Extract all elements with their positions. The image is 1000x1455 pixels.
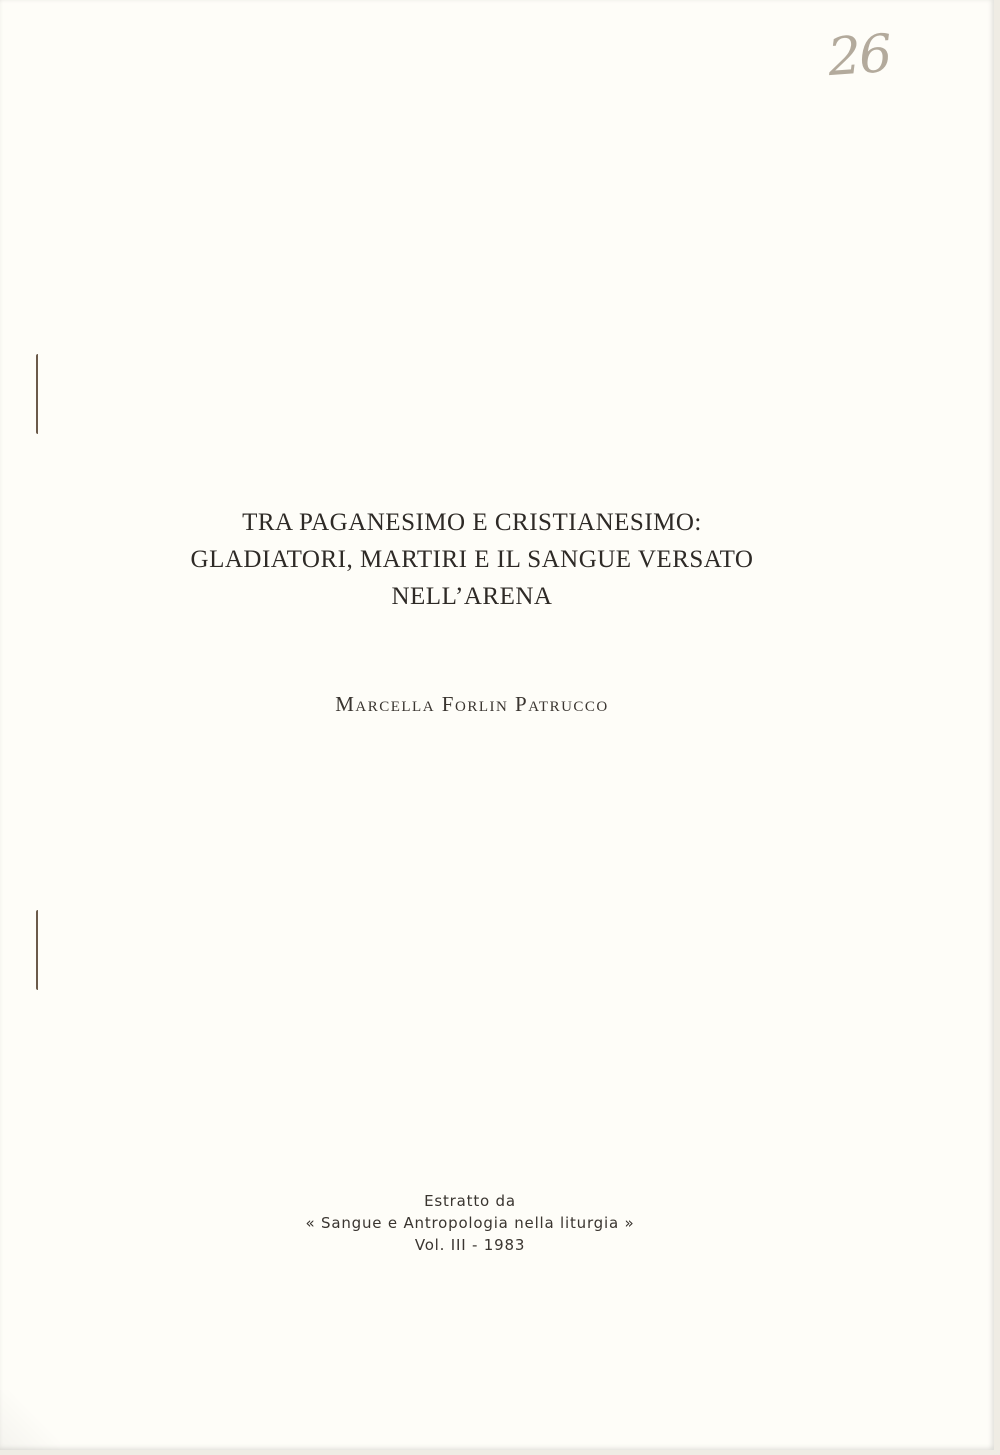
extract-note	[0, 1190, 940, 1256]
title-line-1: TRA PAGANESIMO E CRISTIANESIMO:	[242, 509, 702, 536]
corner-crease	[0, 1390, 60, 1450]
staple-bottom	[36, 910, 42, 990]
extract-line-3: Vol. III - 1983	[414, 1236, 526, 1254]
title-line-2: GLADIATORI, MARTIRI E IL SANGUE VERSATO	[190, 546, 754, 573]
staple-top	[36, 354, 42, 434]
title-block	[0, 504, 944, 615]
extract-line-2: « Sangue e Antropologia nella liturgia »	[305, 1214, 635, 1232]
author-name: Marcella Forlin Patrucco	[335, 692, 609, 716]
handwritten-page-number: 26	[825, 23, 893, 89]
extract-line-1: Estratto da	[424, 1192, 516, 1210]
title-line-3: NELL’ARENA	[391, 583, 553, 610]
